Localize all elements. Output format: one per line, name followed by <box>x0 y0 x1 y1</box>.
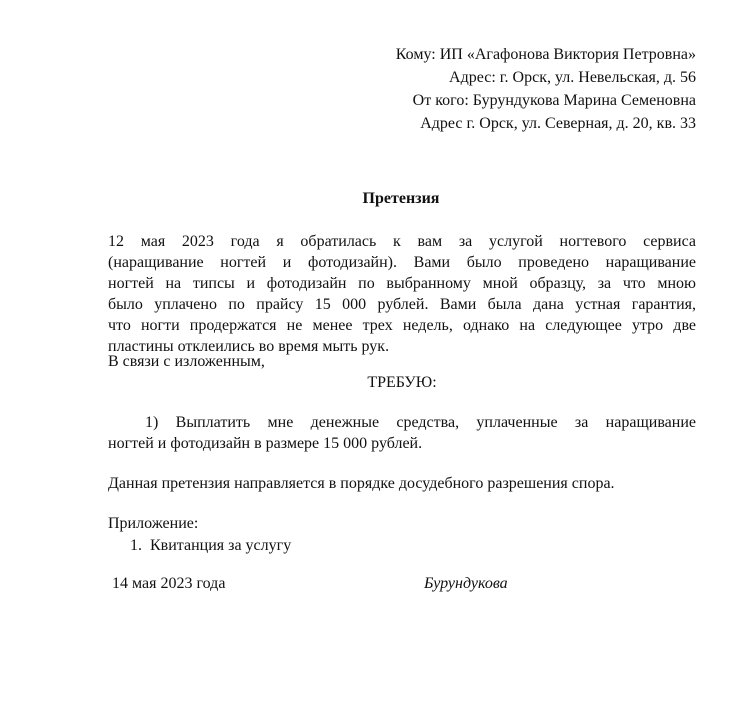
claim-line: что ногти продержатся не менее трех недель, однако на следующее утро две <box>108 317 696 334</box>
claim-paragraph <box>108 231 696 357</box>
pretrial-note: Данная претензия направляется в порядке досудебного разрешения спора. <box>108 475 615 492</box>
sender-line: От кого: Бурундукова Марина Семеновна <box>412 92 696 109</box>
demand-heading: ТРЕБУЮ: <box>367 374 437 391</box>
claim-line: (наращивание ногтей и фотодизайн). Вами было проведено наращивание <box>108 254 696 271</box>
addressee-block <box>396 43 696 135</box>
claim-line: 12 мая 2023 года я обратилась к вам за услугой ногтевого сервиса <box>108 233 696 250</box>
claim-line: ногтей на типсы и фотодизайн по выбранному мной образцу, за что мною <box>108 275 696 292</box>
document-title: Претензия <box>362 190 440 207</box>
recipient-line: Кому: ИП «Агафонова Виктория Петровна» <box>395 46 696 63</box>
demand-item-line: 1) Выплатить мне денежные средства, уплаченные за наращивание <box>145 414 696 431</box>
appendix-label: Приложение: <box>108 515 199 532</box>
claim-line: было уплачено по прайсу 15 000 рублей. Вами была дана устная гарантия, <box>108 296 696 313</box>
demand-item-line: ногтей и фотодизайн в размере 15 000 рублей. <box>108 435 423 452</box>
claim-line: пластины отклеились во время мыть рук. <box>108 338 390 355</box>
sender-address: Адрес г. Орск, ул. Северная, д. 20, кв. 33 <box>420 115 696 132</box>
transition-paragraph: В связи с изложенным, <box>108 353 265 370</box>
recipient-address: Адрес: г. Орск, ул. Невельская, д. 56 <box>449 69 696 86</box>
appendix-item: 1. Квитанция за услугу <box>130 537 292 554</box>
signature: Бурундукова <box>424 575 508 592</box>
demand-item <box>108 412 696 454</box>
document-date: 14 мая 2023 года <box>112 575 226 592</box>
